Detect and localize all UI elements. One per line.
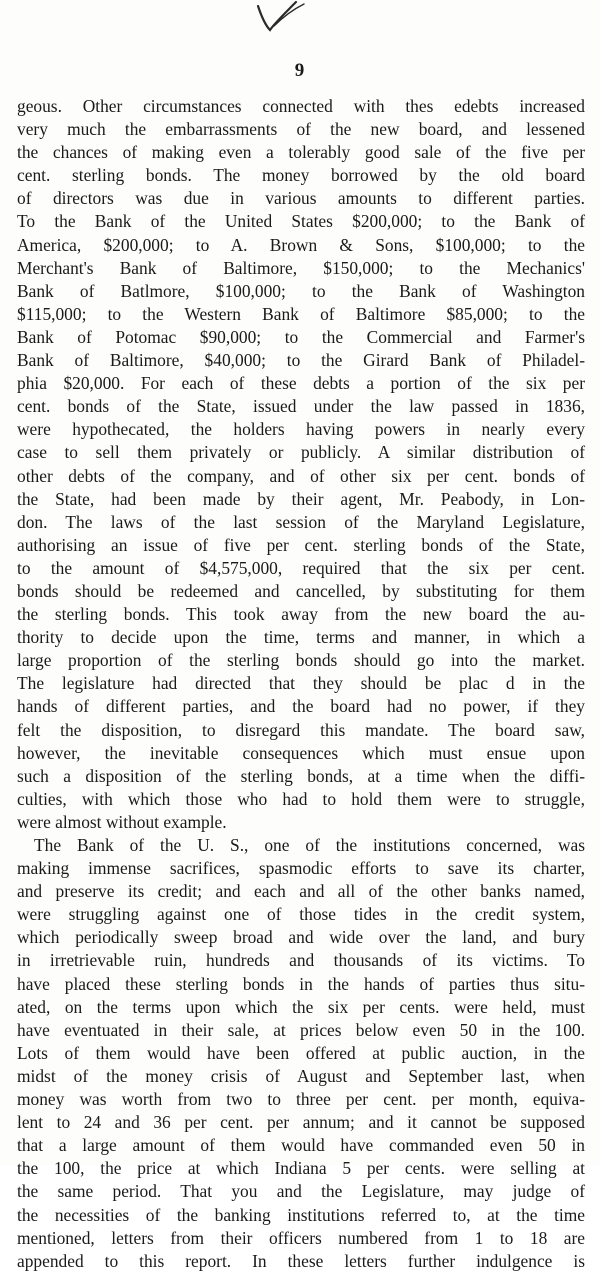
text-line: geous. Other circumstances connected with thes edebts increased bbox=[17, 96, 585, 116]
text-line: cent. bonds of the State, issued under the law passed in 1836, bbox=[17, 396, 585, 417]
text-line: $115,000; to the Western Bank of Baltimore $85,000; to the bbox=[17, 303, 585, 324]
text-line: the sterling bonds. This took away from the new board the au- bbox=[17, 604, 585, 625]
text-line: Bank of Baltimore, $40,000; to the Girard Bank of Philadel- bbox=[17, 350, 585, 371]
text-line: thority to decide upon the time, terms and manner, in which a bbox=[17, 627, 585, 648]
text-line: Bank of Potomac $90,000; to the Commercial and Farmer's bbox=[17, 326, 585, 347]
text-line: were hypothecated, the holders having powers in nearly every bbox=[17, 419, 585, 440]
ink-mark-icon bbox=[252, 0, 312, 40]
text-line: ated, on the terms upon which the six per cents. were held, must bbox=[17, 996, 585, 1017]
text-line: in irretrievable ruin, hundreds and thousands of its victims. To bbox=[17, 950, 585, 971]
text-line: lent to 24 and 36 per cent. per annum; and it cannot be supposed bbox=[17, 1112, 585, 1133]
text-line: money was worth from two to three per cent. per month, equiva- bbox=[17, 1089, 585, 1110]
paragraph bbox=[17, 95, 585, 834]
text-line: the State, had been made by their agent, Mr. Peabody, in Lon- bbox=[17, 488, 585, 509]
text-line: the necessities of the banking institutions referred to, at the time bbox=[17, 1204, 585, 1225]
text-line: that a large amount of them would have commanded even 50 in bbox=[17, 1135, 585, 1156]
text-line: the chances of making even a tolerably good sale of the five per bbox=[17, 142, 585, 163]
text-line: Bank of Batlmore, $100,000; to the Bank of Washington bbox=[17, 280, 585, 301]
text-line: bonds should be redeemed and cancelled, by substituting for them bbox=[17, 580, 585, 601]
text-line: Merchant's Bank of Baltimore, $150,000; to the Mechanics' bbox=[17, 257, 585, 278]
text-line: America, $200,000; to A. Brown & Sons, $100,000; to the bbox=[17, 234, 585, 255]
text-line: The legislature had directed that they should be plac d in the bbox=[17, 673, 585, 694]
text-line: The Bank of the U. S., one of the institutions concerned, was bbox=[34, 835, 585, 855]
text-line: and preserve its credit; and each and all of the other banks named, bbox=[17, 881, 585, 902]
text-line: don. The laws of the last session of the Maryland Legislature, bbox=[17, 511, 585, 532]
body-text bbox=[17, 95, 585, 1273]
text-line: of directors was due in various amounts to different parties. bbox=[17, 188, 585, 209]
text-line: large proportion of the sterling bonds should go into the market. bbox=[17, 650, 585, 671]
text-line: phia $20,000. For each of these debts a portion of the six per bbox=[17, 373, 585, 394]
text-line: the same period. That you and the Legislature, may judge of bbox=[17, 1181, 585, 1202]
text-line: authorising an issue of five per cent. sterling bonds of the State, bbox=[17, 534, 585, 555]
text-line: cent. sterling bonds. The money borrowed by the old board bbox=[17, 165, 585, 186]
text-line: however, the inevitable consequences which must ensue upon bbox=[17, 742, 585, 763]
text-line: the 100, the price at which Indiana 5 per cents. were selling at bbox=[17, 1158, 585, 1179]
text-line: midst of the money crisis of August and September last, when bbox=[17, 1065, 585, 1086]
paragraph bbox=[17, 834, 585, 1273]
page-number: 9 bbox=[294, 60, 306, 81]
text-line: were struggling against one of those tides in the credit system, bbox=[17, 904, 585, 925]
text-line: hands of different parties, and the board had no power, if they bbox=[17, 696, 585, 717]
text-line: making immense sacrifices, spasmodic efforts to save its charter, bbox=[17, 858, 585, 879]
text-line: culties, with which those who had to hold them were to struggle, bbox=[17, 788, 585, 809]
text-line: case to sell them privately or publicly. A similar distribution of bbox=[17, 442, 585, 463]
text-line: other debts of the company, and of other six per cent. bonds of bbox=[17, 465, 585, 486]
text-line: To the Bank of the United States $200,000; to the Bank of bbox=[17, 211, 585, 232]
text-line: which periodically sweep broad and wide over the land, and bury bbox=[17, 927, 585, 948]
text-line: very much the embarrassments of the new board, and lessened bbox=[17, 119, 585, 140]
text-line: to the amount of $4,575,000, required that the six per cent. bbox=[17, 557, 585, 578]
text-line: mentioned, letters from their officers numbered from 1 to 18 are bbox=[17, 1227, 585, 1248]
text-line: felt the disposition, to disregard this mandate. The board saw, bbox=[17, 719, 585, 740]
text-line: were almost without example. bbox=[17, 811, 227, 832]
text-line: such a disposition of the sterling bonds, at a time when the diffi- bbox=[17, 765, 585, 786]
text-line: have eventuated in their sale, at prices below even 50 in the 100. bbox=[17, 1019, 585, 1040]
text-line: have placed these sterling bonds in the hands of parties thus situ- bbox=[17, 973, 585, 994]
text-line: appended to this report. In these letters further indulgence is bbox=[17, 1250, 585, 1271]
text-line: Lots of them would have been offered at public auction, in the bbox=[17, 1042, 585, 1063]
